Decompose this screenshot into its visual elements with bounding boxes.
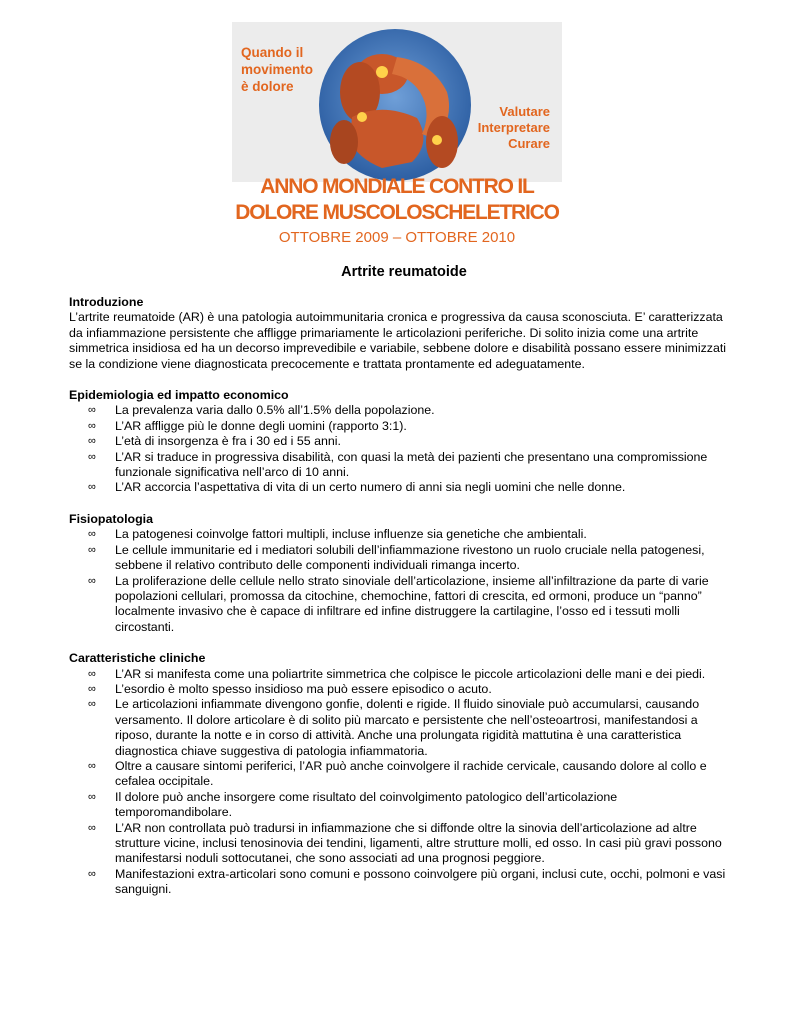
list-item (69, 682, 729, 697)
infinity-bullet-icon: ∞ (88, 528, 96, 541)
infinity-bullet-icon: ∞ (88, 419, 96, 432)
list-item-text: Le articolazioni infiammate divengono gonfie, dolenti e rigide. Il fluido sinoviale può accumularsi, causando versamento. Il dolore articolare è di solito più marcato e persistente che nell’osteoartrosi, manifestandosi a riposo, durante la notte e in corso di attività. Anche una prolungata rigidità mattutina è una caratteristica diagnostica chiave suggestiva di patologia infiammatoria. (115, 697, 700, 758)
infinity-bullet-icon: ∞ (88, 574, 96, 587)
infinity-bullet-icon: ∞ (88, 667, 96, 680)
list-item-text: L’AR accorcia l’aspettativa di vita di un certo numero di anni sia negli uomini che nelle donne. (115, 480, 626, 495)
list-item-text: L’AR si manifesta come una poliartrite simmetrica che colpisce le piccole articolazioni delle mani e dei piedi. (115, 666, 706, 681)
banner-subtitle: OTTOBRE 2009 – OTTOBRE 2010 (278, 229, 516, 246)
list-item-text: L’AR affligge più le donne degli uomini (rapporto 3:1). (115, 418, 407, 433)
banner-title (232, 174, 562, 226)
document-title: Artrite reumatoide (341, 264, 467, 280)
infinity-bullet-icon: ∞ (88, 435, 96, 448)
list-item (69, 527, 729, 542)
banner-artwork (232, 22, 562, 182)
infinity-bullet-icon: ∞ (88, 821, 96, 834)
list-item-text: L’età di insorgenza è fra i 30 ed i 55 anni. (115, 434, 341, 449)
infinity-bullet-icon: ∞ (88, 867, 96, 880)
list-item-text: La prevalenza varia dallo 0.5% all’1.5% della popolazione. (115, 403, 435, 418)
tagline-right-line: Valutare (499, 104, 550, 119)
list-item (69, 403, 729, 418)
banner-title-line: DOLORE MUSCOLOSCHELETRICO (235, 201, 559, 224)
bullet-list-fisiopatologia (69, 527, 729, 635)
list-item (69, 821, 729, 867)
tagline-right (478, 104, 550, 152)
banner-title-line: ANNO MONDIALE CONTRO IL (260, 175, 534, 198)
list-item (69, 419, 729, 434)
list-item (69, 574, 729, 636)
list-item-text: La proliferazione delle cellule nello strato sinoviale dell’articolazione, insieme all’infiltrazione da parte di varie popolazioni cellulari, promossa da citochine, chemochine, fattori di crescita, ed ormoni, produce un “panno” localmente invasivo che è capace di infiltrare ed infine distruggere la cartilagine, l’osso ed i tessuti molli circostanti. (115, 573, 709, 634)
tagline-right-line: Curare (508, 136, 550, 151)
tagline-right-line: Interpretare (477, 120, 550, 135)
list-item (69, 434, 729, 449)
section-heading-caratteristiche-cliniche: Caratteristiche cliniche (69, 651, 206, 666)
list-item-text: Il dolore può anche insorgere come risultato del coinvolgimento patologico dell’articolazione temporomandibolare. (115, 789, 618, 820)
list-item-text: L’AR non controllata può tradursi in infiammazione che si diffonde oltre la sinovia dell’articolazione ad altre strutture vicine, inclusi tenosinovia dei tendini, ligamenti, altre strutture molli, ed osso. In casi più gravi possono manifestarsi noduli sottocutanei, che sono associati ad una prognosi peggiore. (115, 820, 722, 866)
bullet-list-caratteristiche-cliniche (69, 667, 729, 898)
tagline-left-line: movimento (241, 62, 314, 77)
list-item (69, 480, 729, 495)
tagline-left (241, 44, 313, 95)
infinity-bullet-icon: ∞ (88, 790, 96, 803)
infinity-bullet-icon: ∞ (88, 682, 96, 695)
campaign-banner (232, 22, 562, 250)
tagline-left-line: Quando il (241, 45, 304, 60)
infinity-bullet-icon: ∞ (88, 450, 96, 463)
document-body (69, 263, 729, 914)
list-item-text: Oltre a causare sintomi periferici, l’AR può anche coinvolgere il rachide cervicale, causando dolore al collo e cefalea occipitale. (115, 758, 707, 789)
infinity-bullet-icon: ∞ (88, 543, 96, 556)
tagline-left-line: è dolore (241, 79, 294, 94)
infinity-bullet-icon: ∞ (88, 404, 96, 417)
infinity-bullet-icon: ∞ (88, 698, 96, 711)
list-item (69, 543, 729, 574)
list-item-text: L’AR si traduce in progressiva disabilità, con quasi la metà dei pazienti che presentano una compromissione funzionale significativa nell’arco di 10 anni. (115, 449, 708, 480)
list-item-text: L’esordio è molto spesso insidioso ma può essere episodico o acuto. (115, 681, 492, 696)
infinity-bullet-icon: ∞ (88, 481, 96, 494)
list-item (69, 790, 729, 821)
section-heading-fisiopatologia: Fisiopatologia (69, 511, 153, 526)
list-item (69, 867, 729, 898)
list-item-text: Le cellule immunitarie ed i mediatori solubili dell’infiammazione rivestono un ruolo cruciale nella patogenesi, sebbene il relativo contributo delle componenti individuali rimanga incerto. (115, 542, 705, 573)
list-item (69, 697, 729, 759)
list-item-text: La patogenesi coinvolge fattori multipli, incluse influenze sia genetiche che ambientali. (115, 527, 587, 542)
list-item (69, 759, 729, 790)
section-heading-epidemiologia: Epidemiologia ed impatto economico (69, 388, 289, 403)
section-heading-introduzione: Introduzione (69, 295, 144, 309)
section-paragraph-introduzione: L’artrite reumatoide (AR) è una patologia autoimmunitaria cronica e progressiva da causa sconosciuta. E’ caratterizzata da infiammazione persistente che affligge primariamente le articolazioni periferiche. Di solito inizia come una artrite simmetrica insidiosa ed ha un decorso imprevedibile e variabile, sebbene dolore e disabilità possano essere minimizzati se la condizione viene diagnosticata precocemente e trattata prontamente ed adeguatamente. (69, 310, 727, 371)
list-item (69, 450, 729, 481)
list-item-text: Manifestazioni extra-articolari sono comuni e possono coinvolgere più organi, inclusi cute, occhi, polmoni e vasi sanguigni. (115, 866, 726, 897)
list-item (69, 667, 729, 682)
infinity-bullet-icon: ∞ (88, 759, 96, 772)
bullet-list-epidemiologia (69, 403, 729, 495)
